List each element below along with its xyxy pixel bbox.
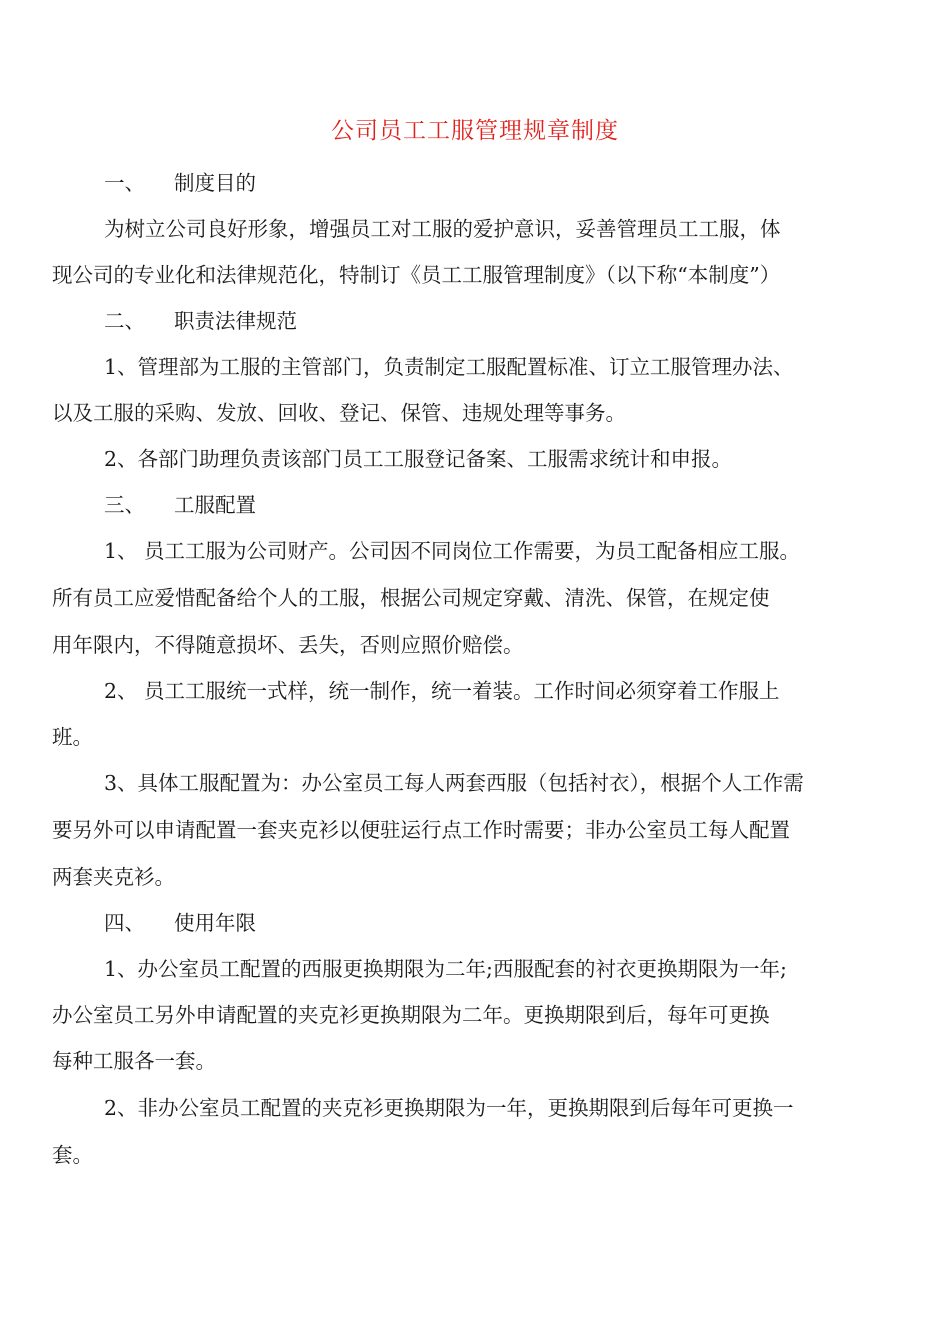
section-heading: [104, 490, 256, 520]
section-title: 制度目的: [174, 171, 256, 195]
paragraph-line: 1、办公室员工配置的西服更换期限为二年;西服配套的衬衣更换期限为一年;: [104, 957, 787, 981]
paragraph-line: 1、管理部为工服的主管部门，负责制定工服配置标准、订立工服管理办法、: [104, 355, 794, 379]
section-title: 职责法律规范: [174, 309, 297, 333]
paragraph-line: 现公司的专业化和法律规范化，特制订《员工工服管理制度》（以下称“本制度”）: [52, 263, 781, 287]
paragraph-line: 两套夹克衫。: [52, 865, 175, 889]
paragraph-line: 套。: [52, 1143, 93, 1167]
section-number: 四、: [104, 911, 145, 935]
paragraph-line: 每种工服各一套。: [52, 1049, 216, 1073]
document-title: 公司员工工服管理规章制度: [331, 118, 619, 144]
section-number: 三、: [104, 493, 145, 517]
section-heading: [104, 306, 297, 336]
paragraph-line: 1、 员工工服为公司财产。公司因不同岗位工作需要，为员工配备相应工服。: [104, 539, 801, 563]
paragraph-line: 所有员工应爱惜配备给个人的工服，根据公司规定穿戴、清洗、保管，在规定使: [52, 586, 770, 610]
paragraph-line: 以及工服的采购、发放、回收、登记、保管、违规处理等事务。: [52, 401, 626, 425]
paragraph-line: 2、非办公室员工配置的夹克衫更换期限为一年，更换期限到后每年可更换一: [104, 1096, 794, 1120]
paragraph-line: 2、各部门助理负责该部门员工工服登记备案、工服需求统计和申报。: [104, 447, 733, 471]
section-heading: [104, 908, 256, 938]
paragraph-line: 用年限内，不得随意损坏、丢失，否则应照价赔偿。: [52, 633, 524, 657]
paragraph-line: 要另外可以申请配置一套夹克衫以便驻运行点工作时需要；非办公室员工每人配置: [52, 818, 790, 842]
section-title: 工服配置: [174, 493, 256, 517]
paragraph-line: 班。: [52, 725, 93, 749]
paragraph-line: 3、具体工服配置为：办公室员工每人两套西服（包括衬衣），根据个人工作需: [104, 771, 804, 795]
section-heading: [104, 168, 256, 198]
paragraph-line: 为树立公司良好形象，增强员工对工服的爱护意识，妥善管理员工工服，体: [104, 217, 781, 241]
paragraph-line: 2、 员工工服统一式样，统一制作，统一着装。工作时间必须穿着工作服上: [104, 679, 780, 703]
section-number: 二、: [104, 309, 145, 333]
paragraph-line: 办公室员工另外申请配置的夹克衫更换期限为二年。更换期限到后，每年可更换: [52, 1003, 770, 1027]
section-title: 使用年限: [174, 911, 256, 935]
section-number: 一、: [104, 171, 145, 195]
